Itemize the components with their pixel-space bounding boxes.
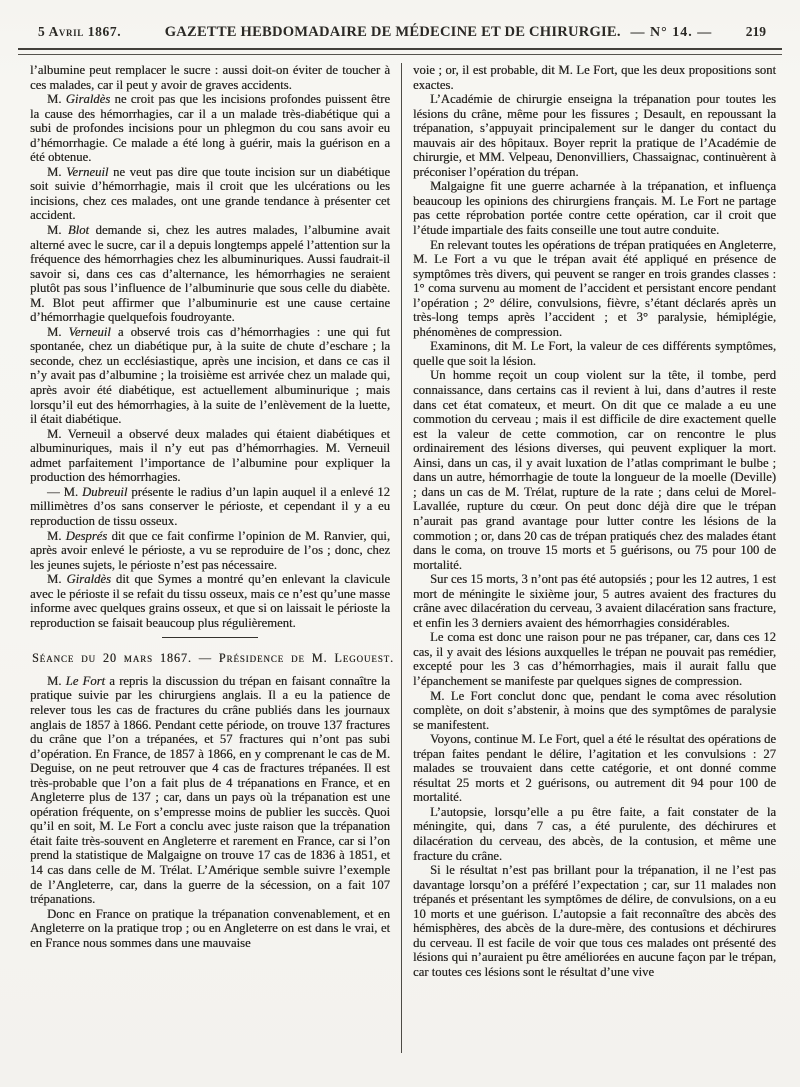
- paragraph: [30, 572, 390, 630]
- paragraph-text: Donc en France on pratique la trépanation convenablement, et en Angleterre on la pratique trop ; ou en Angleterre on est dans le vrai, et en France nous sommes dans une mauvaise: [30, 906, 390, 950]
- paragraph: [30, 165, 390, 223]
- paragraph: [30, 485, 390, 529]
- left-column: [30, 63, 401, 1053]
- paragraph-text: demande si, chez les autres malades, l’albumine avait alterné avec le sucre, car il a depuis longtemps appelé l’attention sur la fréquence des hémorrhagies chez les albuminuriques. Aussi faudrait-il savoir si, dans ces cas d’alternance, les hémorrhagies ne seraient plutôt pas sous l’influence de l’albuminurie que sous celle du diabète. M. Blot peut affirmer que l’albuminurie est une cause certaine d’hémorrhagie quelquefois foudroyante.: [30, 223, 391, 325]
- speaker-name: Verneuil: [68, 324, 111, 339]
- speaker-lead: M.: [47, 223, 68, 238]
- paragraph-text: Examinons, dit M. Le Fort, la valeur de ces différents symptômes, quelle que soit la lésion.: [413, 339, 776, 368]
- paragraph-text: Voyons, continue M. Le Fort, quel a été le résultat des opérations de trépan faites pendant le délire, l’agitation et les convulsions : 27 malades se trouvaient dans cette catégorie, et ont donné comme résultat 25 morts et 2 guérisons, ou autrement dit 94 pour 100 de mortalité.: [413, 732, 776, 805]
- paragraph-text: L’autopsie, lorsqu’elle a pu être faite, a fait constater de la méningite, qui, dans 7 cas, a été purulente, des déchirures et dilacération du cerveau, des abcès, de la contusion, et même une fracture du crâne.: [413, 804, 776, 863]
- paragraph: [413, 863, 776, 979]
- speaker-name: Verneuil: [66, 164, 109, 179]
- paragraph-text: a observé trois cas d’hémorrhagies : une qui fut spontanée, chez un diabétique pur, à la suite de chute d’eschare ; la seconde, chez un ecclésiastique, après une incision, et dans ce cas il n’y avait pas d’albumine ; la troisième est arrivée chez un malade qui, après avoir été diabétique, est actuellement albuminurique ; mais lorsqu’il eut des hémorrhagies, à la suite de l’enlèvement de la luette, il était diabétique.: [30, 324, 391, 427]
- paragraph: [30, 223, 390, 325]
- paragraph: [413, 630, 776, 688]
- paragraph: [413, 368, 776, 572]
- speaker-name: Giraldès: [65, 92, 111, 107]
- speaker-lead: — M.: [47, 484, 82, 499]
- paragraph-text: Sur ces 15 morts, 3 n’ont pas été autopsiés ; pour les 12 autres, 1 est mort de méningite le sixième jour, 5 autres avaient des fractures du crâne avec dilacération du cerveau, 3 avaient dilacération sans fracture, et enfin les 3 derniers avaient des hémorrhagies considérables.: [413, 572, 776, 630]
- paragraph: [413, 805, 776, 863]
- speaker-lead: M.: [47, 673, 66, 688]
- paragraph: [30, 427, 390, 485]
- paragraph: [30, 92, 390, 165]
- issue-date: 5 Avril 1867.: [38, 24, 122, 39]
- speaker-name: Giraldès: [66, 572, 111, 587]
- speaker-name: Dubreuil: [82, 484, 128, 499]
- paragraph: [30, 325, 390, 427]
- paragraph-text: M. Le Fort conclut donc que, pendant le coma avec résolution complète, on doit s’abstenir, à moins que des symptômes de paralysie se manifestent.: [413, 688, 776, 732]
- paragraph: [413, 179, 776, 237]
- paragraph-text: ne veut pas dire que toute incision sur un diabétique soit suivie d’hémorrhagie, mais il croit que les ulcérations ou les incisions, chez ces malades, ont une grande tendance à présenter cet accident.: [30, 164, 391, 223]
- journal-title: GAZETTE HEBDOMADAIRE DE MÉDECINE ET DE CHIRURGIE.: [164, 24, 621, 40]
- paragraph-text: voie ; or, il est probable, dit M. Le Fort, que les deux propositions sont exactes.: [413, 63, 776, 92]
- paragraph: [413, 572, 776, 630]
- speaker-name: Blot: [67, 223, 90, 238]
- paragraph-text: M. Verneuil a observé deux malades qui étaient diabétiques et albuminuriques, mais il n’y eut pas d’hémorrhagies. M. Verneuil admet parfaitement l’importance de l’albumine pour expliquer la production des hémorrhagies.: [30, 426, 390, 485]
- paragraph: [413, 732, 776, 805]
- paragraph-text: présente le radius d’un lapin auquel il a enlevé 12 millimètres d’os sans conserver le périoste, et cependant il y a eu reproduction de tissu osseux.: [30, 484, 390, 528]
- speaker-name: Després: [65, 528, 108, 543]
- paragraph: [30, 529, 390, 573]
- speaker-lead: M.: [47, 528, 66, 543]
- paragraph-text: dit que Symes a montré qu’en enlevant la clavicule avec le périoste il se refait du tissu osseux, mais ce n’est qu’une masse informe avec quelques grains osseux, et que si on laissait le périoste la reproduction se faisait beaucoup plus régulièrement.: [30, 572, 390, 630]
- text-columns: [0, 55, 800, 1053]
- paragraph-text: Le coma est donc une raison pour ne pas trépaner, car, dans ces 12 cas, il y avait des lésions auxquelles le trépan ne pouvait pas remédier, excepté pour les 3 cas d’hémorrhagies, mais il aurait fallu que l’épanchement se manifeste par quelques signes de compression.: [413, 630, 776, 688]
- paragraph-text: Un homme reçoit un coup violent sur la tête, il tombe, perd connaissance, dans certains cas il revient à lui, dans d’autres il reste dans cet état comateux, et meurt. On dit que ce malade a eu une commotion du cerveau ; mais il est difficile de dire exactement quelle est la valeur de cette commotion, car on rencontre le plus ordinairement des lésions diverses, qui peuvent expliquer la mort. Ainsi, dans un cas, il y avait luxation de l’atlas comprimant le bulbe ; dans un autre, hémorrhagie de toute la longueur de la moelle (Deville) ; dans un cas de M. Trélat, rupture de la rate ; dans celui de Morel-Lavallée, rupture du cœur. On peut donc déjà dire que le trépan n’aurait pas grand avantage pour lutter contre les lésions de la commotion ; or, dans 20 cas de trépan pratiqués chez des malades étant dans le coma, on trouve 15 morts et 5 guérisons, ou 75 pour 100 de mortalité.: [413, 368, 776, 572]
- section-separator-rule: [162, 637, 258, 638]
- speaker-lead: M.: [47, 572, 67, 587]
- paragraph-text: En relevant toutes les opérations de trépan pratiquées en Angleterre, M. Le Fort a vu que le trépan avait été appliqué en présence de symptômes très divers, qui peuvent se ranger en trois grandes classes : 1° coma survenu au moment de l’accident et persistant encore pendant l’opération ; 2° délire, convulsions, fièvre, s’étant déclarés après un très-long temps après l’accident ; et 3° paralysie, hémiplégie, phénomènes de compression.: [413, 237, 776, 339]
- paragraph: [413, 689, 776, 733]
- paragraph-text: ne croit pas que les incisions profondes puissent être la cause des hémorrhagies, car il a un malade très-diabétique qui a subi de profondes incisions pour un phlegmon du cou sans avoir eu d’hémorrhagie. Ce malade a été long à guérir, mais la guérison en a été obtenue.: [30, 92, 390, 165]
- paragraph: [30, 674, 390, 907]
- masthead: [0, 0, 800, 45]
- paragraph: [413, 238, 776, 340]
- masthead-double-rule: [18, 48, 782, 55]
- paragraph: [30, 907, 390, 951]
- paragraph: [413, 63, 776, 92]
- right-column: [402, 63, 776, 1053]
- paragraph-text: L’Académie de chirurgie enseigna la trépanation pour toutes les lésions du crâne, même pour les fissures ; Desault, en repoussant la trépanation, s’appuyait principalement sur le danger du contact du mauvais air des hôpitaux. Boyer reprit la pratique de l’Académie de chirurgie, et MM. Velpeau, Denonvilliers, Chassaignac, continuèrent à préconiser l’opération du trépan.: [413, 92, 776, 179]
- speaker-lead: M.: [47, 92, 66, 107]
- paragraph: [30, 63, 390, 92]
- speaker-lead: M.: [47, 324, 69, 339]
- paragraph-text: Malgaigne fit une guerre acharnée à la trépanation, et influença beaucoup les opinions des chirurgiens français. M. Le Fort ne partage pas cette réprobation portée contre cette opération, car il croit que l’étude impartiale des faits conseille une tout autre conduite.: [413, 179, 776, 238]
- speaker-name: Le Fort: [65, 673, 106, 688]
- paragraph: [413, 92, 776, 179]
- issue-number: — N° 14. —: [630, 25, 713, 40]
- paragraph-text: l’albumine peut remplacer le sucre : aussi doit-on éviter de toucher à ces malades, car il peut y avoir de graves accidents.: [30, 63, 390, 92]
- paragraph: [413, 339, 776, 368]
- page-number: 219: [745, 24, 766, 39]
- session-heading: Séance du 20 mars 1867. — Présidence de M. Legouest.: [32, 651, 394, 666]
- paragraph-text: dit que ce fait confirme l’opinion de M. Ranvier, qui, après avoir enlevé le périoste, a vu se reproduire de l’os ; donc, chez les jeunes sujets, le périoste n’est pas nécessaire.: [30, 528, 391, 572]
- speaker-lead: M.: [47, 164, 67, 179]
- paragraph-text: a repris la discussion du trépan en faisant connaître la pratique suivie par les chirurgiens anglais. Il a eu la patience de relever tous les cas de fractures du crâne publiés dans les journaux anglais de 1857 à 1866. Pendant cette période, on trouve 137 fractures du crâne que l’on a trépanées, et 57 fractures qui n’ont pas subi d’opération. En France, de 1857 à 1866, en y comprenant le cas de M. Deguise, on ne peut retrouver que 4 cas de fractures trépanées. Il est très-probable que l’on a fait plus de 4 trépanations en France, et en Angleterre plus de 137 ; car, dans un pays où la trépanation est une opération fréquente, on s’empresse moins de publier les succès. Quoi qu’il en soit, M. Le Fort a conclu avec juste raison que la trépanation était faite très-souvent en Angleterre et rarement en France, car si l’on prend la statistique de Malgaigne on trouve 17 cas de 1836 à 1851, et 14 cas dans celle de M. Trélat. L’Amérique semble suivre l’exemple de l’Angleterre, car, dans la guerre de la sécession, on a fait 107 trépanations.: [30, 673, 390, 907]
- paragraph-text: Si le résultat n’est pas brillant pour la trépanation, il ne l’est pas davantage lorsqu’on a préféré l’expectation ; car, sur 11 malades non trépanés et présentant les symptômes de délire, de convulsions, on a eu 10 morts et une guérison. L’autopsie a fait reconnaître des abcès des hémisphères, des abcès de la dure-mère, des contusions et déchirures du cerveau. Il est facile de voir que tous ces malades ont présenté des lésions qui n’auraient pu être améliorées en aucune façon par le trépan, car toutes ces lésions sont le résultat d’une vive: [413, 863, 776, 979]
